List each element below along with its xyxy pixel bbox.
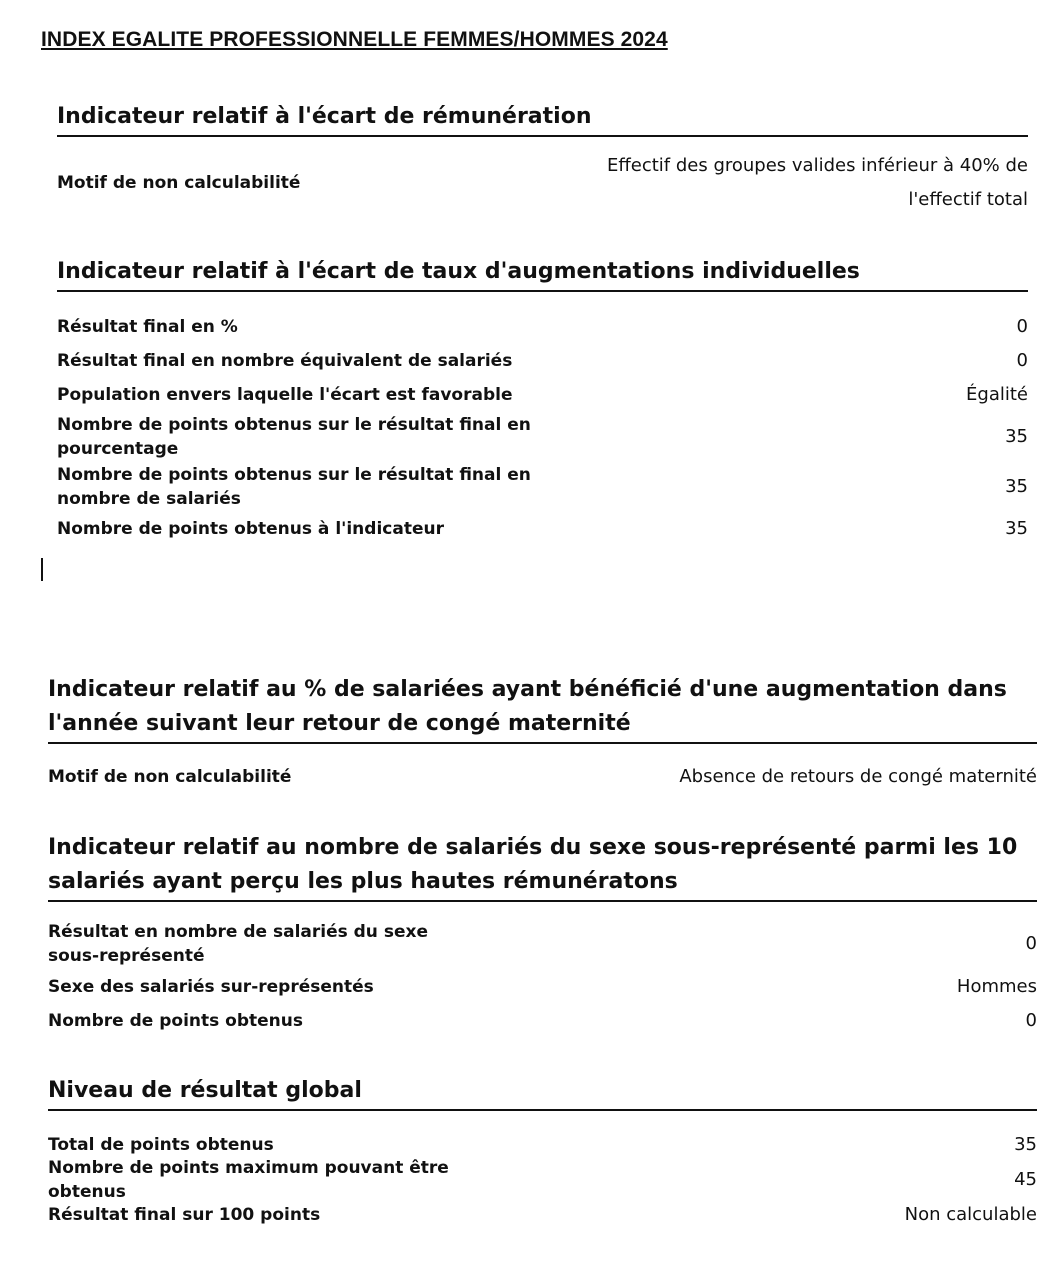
row-points-maximum [48,1157,1037,1202]
row-label: Résultat final en nombre équivalent de salariés [57,351,513,371]
row-resultat-final [48,1197,1037,1232]
row-value: 0 [1025,1010,1037,1031]
row-label: Résultat en nombre de salariés du sexe sous-représenté [48,922,428,966]
row-value: 35 [1005,426,1028,447]
row-label: Nombre de points obtenus à l'indicateur [57,519,444,539]
section-hautes-remunerations [48,831,1037,1038]
section-heading: Indicateur relatif à l'écart de taux d'augmentations individuelles [57,255,1028,292]
section-rows [57,310,1028,546]
row-sexe-sur-represente [48,970,1037,1004]
row-value: Absence de retours de congé maternité [679,766,1037,787]
section-heading: Niveau de résultat global [48,1074,1037,1111]
section-maternite [48,673,1037,794]
row-points-indicateur [57,512,1028,546]
row-label: Nombre de points maximum pouvant être obtenus [48,1157,449,1202]
row-value: 35 [1014,1133,1037,1155]
row-label: Résultat final en % [57,317,238,337]
row-label: Motif de non calculabilité [57,173,301,193]
row-value: Effectif des groupes valides inférieur à 40% de l'effectif total [606,155,1028,210]
row-motif-non-calculabilite [48,760,1037,794]
row-resultat-pourcentage [57,310,1028,344]
section-resultat-global [48,1074,1037,1232]
text-cursor [41,558,43,581]
row-points-obtenus [48,1004,1037,1038]
row-label: Nombre de points obtenus sur le résultat final en pourcentage [57,415,531,459]
section-heading: Indicateur relatif à l'écart de rémunération [57,100,1028,137]
row-value: 0 [1025,933,1037,954]
row-points-nombre [57,462,1028,512]
row-label: Sexe des salariés sur-représentés [48,977,374,997]
row-value: 0 [1016,316,1028,337]
row-value: 0 [1016,350,1028,371]
row-label: Total de points obtenus [48,1134,274,1155]
row-label: Motif de non calculabilité [48,767,292,787]
document-title: INDEX EGALITE PROFESSIONNELLE FEMMES/HOMMES 2024 [41,28,668,51]
row-population-favorable [57,378,1028,412]
section-augmentations [57,255,1028,546]
section-rows [48,1127,1037,1232]
row-value: Égalité [966,384,1028,405]
row-value: Hommes [956,976,1037,997]
section-rows [57,149,1028,217]
row-value: Non calculable [904,1203,1037,1225]
row-resultat-nombre [57,344,1028,378]
row-label: Nombre de points obtenus sur le résultat final en nombre de salariés [57,465,531,509]
section-heading: Indicateur relatif au % de salariées ayant bénéficié d'une augmentation dans l'année suivant leur retour de congé maternité [48,673,1037,744]
section-heading: Indicateur relatif au nombre de salariés du sexe sous-représenté parmi les 10 salariés ayant perçu les plus hautes rémunératons [48,831,1037,902]
row-resultat-sous-represente [48,918,1037,970]
row-value: 35 [1005,476,1028,497]
section-rows [48,918,1037,1038]
row-label: Population envers laquelle l'écart est favorable [57,385,513,405]
section-remuneration [57,100,1028,217]
section-rows [48,760,1037,794]
row-motif-non-calculabilite [57,149,1028,217]
row-value: 45 [1014,1168,1037,1190]
row-label: Résultat final sur 100 points [48,1204,321,1225]
row-label: Nombre de points obtenus [48,1011,304,1031]
row-points-pourcentage [57,412,1028,462]
row-value: 35 [1005,518,1028,539]
